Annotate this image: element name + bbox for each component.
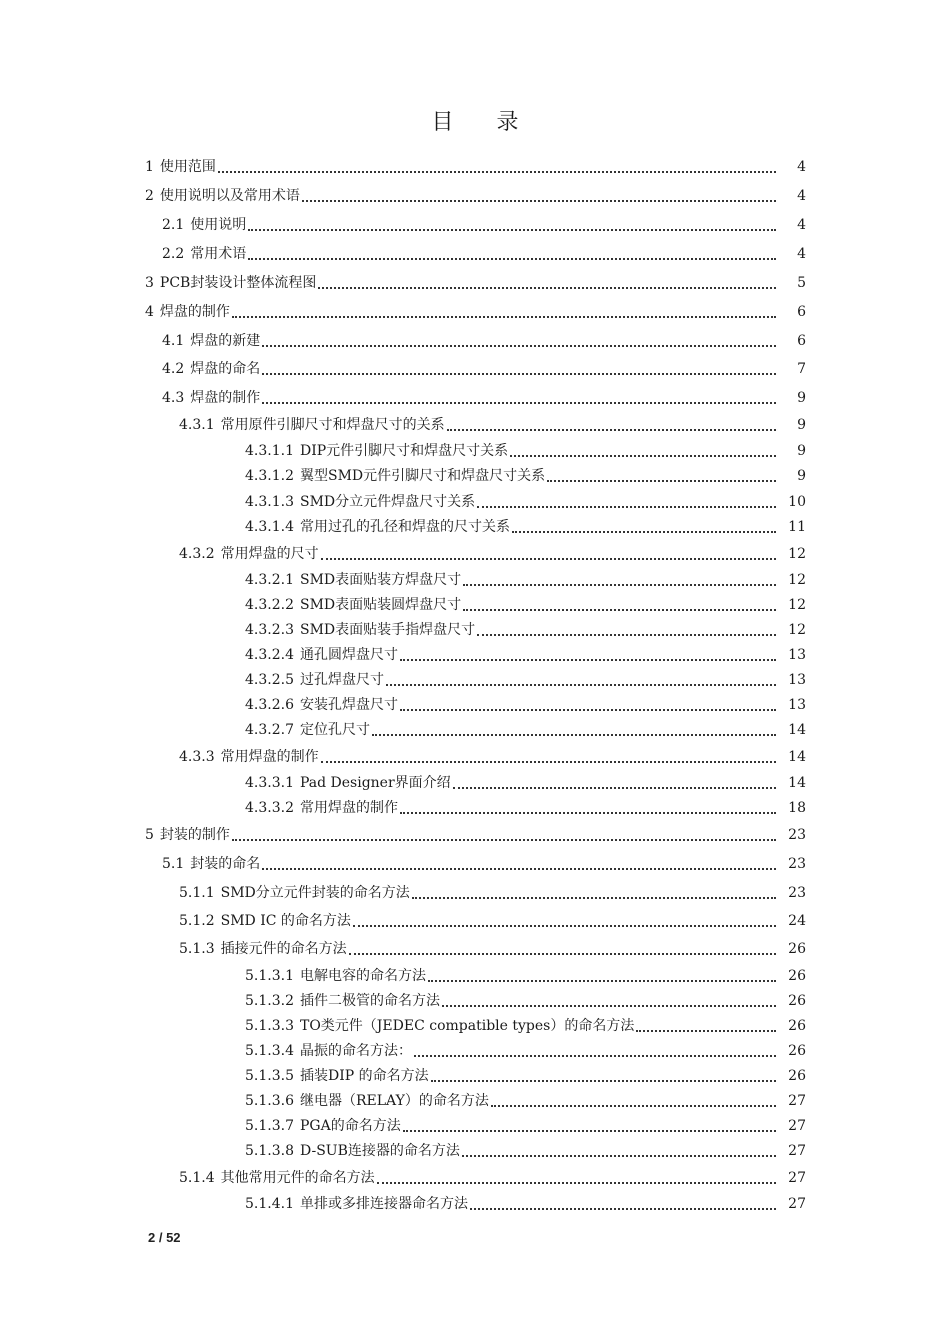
toc-entry-page-number: 9 bbox=[797, 417, 806, 433]
toc-dot-leader bbox=[353, 911, 776, 927]
toc-entry-number: 4.1 bbox=[162, 333, 185, 349]
toc-entry-number: 4.3.2.5 bbox=[245, 672, 294, 688]
toc-entry-label: SMD分立元件封装的命名方法 bbox=[220, 885, 410, 901]
toc-entry-page-number: 26 bbox=[788, 1018, 806, 1034]
toc-entry-label: D-SUB连接器的命名方法 bbox=[299, 1143, 460, 1159]
toc-entry-label: 使用说明以及常用术语 bbox=[159, 188, 300, 204]
toc-entry-label: 过孔焊盘尺寸 bbox=[299, 672, 384, 688]
toc-entry-number: 5 bbox=[145, 827, 154, 843]
toc-dot-leader bbox=[262, 854, 776, 870]
toc-entry-page-number: 5 bbox=[797, 275, 806, 291]
toc-entry-page-number: 23 bbox=[788, 856, 806, 872]
toc-entry-label: 继电器（RELAY）的命名方法 bbox=[299, 1093, 489, 1109]
toc-entry-number: 5.1.2 bbox=[179, 913, 215, 929]
toc-entry-number: 5.1.3.8 bbox=[245, 1143, 294, 1159]
toc-entry-page-number: 18 bbox=[788, 800, 806, 816]
toc-entry[interactable] bbox=[245, 1014, 806, 1036]
toc-dot-leader bbox=[636, 1016, 776, 1032]
toc-dot-leader bbox=[463, 595, 776, 611]
toc-entry[interactable] bbox=[162, 852, 806, 874]
toc-entry-page-number: 4 bbox=[797, 246, 806, 262]
toc-entry-number: 4.3.2.6 bbox=[245, 697, 294, 713]
toc-entry-page-number: 23 bbox=[788, 885, 806, 901]
toc-entry-label: PGA的命名方法 bbox=[299, 1118, 401, 1134]
toc-entry-number: 5.1.1 bbox=[179, 885, 215, 901]
toc-dot-leader bbox=[372, 720, 776, 736]
toc-dot-leader bbox=[400, 798, 776, 814]
toc-entry-page-number: 26 bbox=[788, 968, 806, 984]
toc-dot-leader bbox=[386, 670, 776, 686]
toc-entry[interactable] bbox=[179, 937, 806, 959]
toc-entry-page-number: 13 bbox=[788, 647, 806, 663]
toc-entry-page-number: 26 bbox=[788, 1043, 806, 1059]
toc-entry[interactable] bbox=[162, 329, 806, 351]
toc-entry-label: 常用过孔的孔径和焊盘的尺寸关系 bbox=[299, 519, 510, 535]
toc-entry[interactable] bbox=[245, 693, 806, 715]
toc-dot-leader bbox=[512, 517, 776, 533]
toc-entry-number: 4.3.2 bbox=[179, 546, 215, 562]
toc-dot-leader bbox=[447, 415, 776, 431]
toc-entry-label: 常用焊盘的制作 bbox=[220, 749, 319, 765]
toc-dot-leader bbox=[453, 773, 776, 789]
toc-entry-page-number: 4 bbox=[797, 159, 806, 175]
toc-entry-number: 1 bbox=[145, 159, 154, 175]
toc-entry-page-number: 27 bbox=[788, 1118, 806, 1134]
toc-entry-label: 单排或多排连接器命名方法 bbox=[299, 1196, 468, 1212]
toc-entry-page-number: 9 bbox=[797, 468, 806, 484]
toc-entry-page-number: 12 bbox=[788, 622, 806, 638]
toc-dot-leader bbox=[442, 991, 776, 1007]
toc-entry-page-number: 6 bbox=[797, 304, 806, 320]
toc-dot-leader bbox=[248, 244, 776, 260]
toc-entry-page-number: 6 bbox=[797, 333, 806, 349]
toc-entry[interactable] bbox=[162, 357, 806, 379]
toc-entry-page-number: 24 bbox=[788, 913, 806, 929]
toc-entry-label: 电解电容的命名方法 bbox=[299, 968, 426, 984]
toc-dot-leader bbox=[477, 620, 776, 636]
toc-dot-leader bbox=[321, 544, 776, 560]
toc-entry[interactable] bbox=[245, 464, 806, 486]
toc-entry-number: 4.3.1.3 bbox=[245, 494, 294, 510]
toc-entry-page-number: 9 bbox=[797, 390, 806, 406]
toc-entry[interactable] bbox=[245, 568, 806, 590]
toc-entry-page-number: 9 bbox=[797, 443, 806, 459]
toc-entry[interactable] bbox=[245, 515, 806, 537]
toc-entry[interactable] bbox=[245, 668, 806, 690]
toc-entry-label: SMD表面贴装圆焊盘尺寸 bbox=[299, 597, 462, 613]
page-title: 目 录 bbox=[431, 110, 537, 135]
toc-entry[interactable] bbox=[145, 271, 806, 293]
toc-entry-label: 常用原件引脚尺寸和焊盘尺寸的关系 bbox=[220, 417, 445, 433]
toc-dot-leader bbox=[463, 570, 776, 586]
toc-entry[interactable] bbox=[245, 1039, 806, 1061]
toc-entry-number: 5.1.3.3 bbox=[245, 1018, 294, 1034]
toc-entry-page-number: 10 bbox=[788, 494, 806, 510]
toc-dot-leader bbox=[403, 1116, 776, 1132]
toc-entry-page-number: 13 bbox=[788, 697, 806, 713]
toc-dot-leader bbox=[302, 186, 776, 202]
toc-entry-label: 封装的命名 bbox=[190, 856, 261, 872]
toc-entry-number: 5.1.4 bbox=[179, 1170, 215, 1186]
toc-entry-page-number: 14 bbox=[788, 775, 806, 791]
toc-entry[interactable] bbox=[245, 796, 806, 818]
toc-entry-page-number: 26 bbox=[788, 941, 806, 957]
toc-entry-number: 5.1.3 bbox=[179, 941, 215, 957]
toc-entry-page-number: 14 bbox=[788, 722, 806, 738]
toc-entry[interactable] bbox=[245, 1089, 806, 1111]
toc-entry-page-number: 27 bbox=[788, 1093, 806, 1109]
toc-dot-leader bbox=[414, 1041, 776, 1057]
toc-entry[interactable] bbox=[179, 542, 806, 564]
toc-entry[interactable] bbox=[245, 490, 806, 512]
toc-entry-number: 4.3.2.1 bbox=[245, 572, 294, 588]
toc-entry-label: Pad Designer界面介绍 bbox=[299, 775, 451, 791]
toc-entry-label: 插装DIP 的命名方法 bbox=[299, 1068, 429, 1084]
toc-entry-label: 封装的制作 bbox=[159, 827, 230, 843]
toc-entry-number: 2.2 bbox=[162, 246, 185, 262]
toc-entry[interactable] bbox=[162, 386, 806, 408]
toc-entry-label: 晶振的命名方法： bbox=[299, 1043, 412, 1059]
toc-entry[interactable] bbox=[162, 213, 806, 235]
toc-entry-label: SMD表面贴装手指焊盘尺寸 bbox=[299, 622, 476, 638]
page-number-footer: 2 / 52 bbox=[148, 1230, 181, 1245]
toc-entry-number: 2.1 bbox=[162, 217, 185, 233]
toc-entry[interactable] bbox=[245, 964, 806, 986]
toc-entry-page-number: 23 bbox=[788, 827, 806, 843]
toc-dot-leader bbox=[462, 1141, 776, 1157]
toc-entry[interactable] bbox=[245, 1139, 806, 1161]
toc-entry-label: 使用说明 bbox=[190, 217, 247, 233]
toc-entry[interactable] bbox=[245, 1192, 806, 1214]
toc-entry-number: 4.3.3.2 bbox=[245, 800, 294, 816]
toc-entry-number: 4.3 bbox=[162, 390, 185, 406]
toc-entry[interactable] bbox=[179, 413, 806, 435]
toc-entry[interactable] bbox=[179, 881, 806, 903]
toc-entry[interactable] bbox=[245, 771, 806, 793]
toc-entry-label: DIP元件引脚尺寸和焊盘尺寸关系 bbox=[299, 443, 509, 459]
toc-entry-label: 常用焊盘的尺寸 bbox=[220, 546, 319, 562]
toc-entry-number: 4.3.3 bbox=[179, 749, 215, 765]
toc-entry-page-number: 7 bbox=[797, 361, 806, 377]
toc-entry-page-number: 11 bbox=[788, 519, 806, 535]
toc-entry[interactable] bbox=[179, 909, 806, 931]
toc-dot-leader bbox=[218, 157, 776, 173]
toc-entry-number: 2 bbox=[145, 188, 154, 204]
toc-entry[interactable] bbox=[245, 593, 806, 615]
toc-entry-number: 5.1.3.1 bbox=[245, 968, 294, 984]
toc-dot-leader bbox=[262, 331, 776, 347]
toc-entry[interactable] bbox=[245, 718, 806, 740]
toc-entry-page-number: 12 bbox=[788, 546, 806, 562]
toc-entry-label: 定位孔尺寸 bbox=[299, 722, 370, 738]
toc-entry[interactable] bbox=[245, 1064, 806, 1086]
toc-entry-page-number: 12 bbox=[788, 572, 806, 588]
toc-dot-leader bbox=[321, 747, 776, 763]
toc-entry-number: 5.1.4.1 bbox=[245, 1196, 294, 1212]
toc-entry-number: 4.2 bbox=[162, 361, 185, 377]
toc-entry-label: 插接元件的命名方法 bbox=[220, 941, 347, 957]
toc-entry-label: 焊盘的命名 bbox=[190, 361, 261, 377]
toc-dot-leader bbox=[470, 1194, 776, 1210]
toc-entry-page-number: 4 bbox=[797, 188, 806, 204]
toc-entry-page-number: 27 bbox=[788, 1143, 806, 1159]
toc-entry-label: 焊盘的新建 bbox=[190, 333, 261, 349]
toc-dot-leader bbox=[262, 359, 776, 375]
toc-dot-leader bbox=[248, 215, 776, 231]
toc-entry-label: TO类元件（JEDEC compatible types）的命名方法 bbox=[299, 1018, 635, 1034]
toc-entry[interactable] bbox=[245, 618, 806, 640]
toc-dot-leader bbox=[428, 966, 776, 982]
toc-entry-label: 常用术语 bbox=[190, 246, 247, 262]
toc-entry[interactable] bbox=[145, 300, 806, 322]
toc-dot-leader bbox=[491, 1091, 776, 1107]
toc-entry-number: 4.3.2.2 bbox=[245, 597, 294, 613]
toc-entry-number: 4.3.2.3 bbox=[245, 622, 294, 638]
toc-entry[interactable] bbox=[145, 823, 806, 845]
toc-entry-label: 常用焊盘的制作 bbox=[299, 800, 398, 816]
toc-entry-label: 插件二极管的命名方法 bbox=[299, 993, 440, 1009]
toc-entry[interactable] bbox=[179, 745, 806, 767]
toc-entry-number: 4.3.1.4 bbox=[245, 519, 294, 535]
toc-entry-number: 5.1 bbox=[162, 856, 185, 872]
toc-entry[interactable] bbox=[245, 439, 806, 461]
toc-entry-number: 4.3.1.2 bbox=[245, 468, 294, 484]
toc-dot-leader bbox=[377, 1168, 776, 1184]
toc-entry-number: 5.1.3.7 bbox=[245, 1118, 294, 1134]
toc-dot-leader bbox=[349, 939, 776, 955]
toc-entry-number: 5.1.3.4 bbox=[245, 1043, 294, 1059]
toc-entry-number: 3 bbox=[145, 275, 154, 291]
toc-dot-leader bbox=[547, 466, 776, 482]
toc-entry[interactable] bbox=[245, 1114, 806, 1136]
toc-dot-leader bbox=[400, 695, 776, 711]
toc-dot-leader bbox=[232, 302, 776, 318]
toc-entry-page-number: 26 bbox=[788, 1068, 806, 1084]
toc-entry-number: 4.3.1 bbox=[179, 417, 215, 433]
toc-entry-page-number: 26 bbox=[788, 993, 806, 1009]
toc-entry[interactable] bbox=[245, 643, 806, 665]
toc-entry[interactable] bbox=[245, 989, 806, 1011]
toc-entry[interactable] bbox=[145, 155, 806, 177]
toc-dot-leader bbox=[400, 645, 776, 661]
toc-entry-label: SMD IC 的命名方法 bbox=[220, 913, 351, 929]
toc-entry-page-number: 4 bbox=[797, 217, 806, 233]
toc-entry-number: 4.3.1.1 bbox=[245, 443, 294, 459]
toc-entry[interactable] bbox=[162, 242, 806, 264]
toc-entry-page-number: 14 bbox=[788, 749, 806, 765]
toc-dot-leader bbox=[431, 1066, 776, 1082]
toc-entry-page-number: 13 bbox=[788, 672, 806, 688]
toc-dot-leader bbox=[510, 441, 776, 457]
toc-entry-page-number: 27 bbox=[788, 1170, 806, 1186]
toc-entry-number: 5.1.3.6 bbox=[245, 1093, 294, 1109]
toc-dot-leader bbox=[232, 825, 776, 841]
toc-entry-label: 使用范围 bbox=[159, 159, 216, 175]
toc-entry[interactable] bbox=[145, 184, 806, 206]
toc-entry-page-number: 27 bbox=[788, 1196, 806, 1212]
toc-entry-label: 翼型SMD元件引脚尺寸和焊盘尺寸关系 bbox=[299, 468, 546, 484]
toc-entry-number: 4.3.3.1 bbox=[245, 775, 294, 791]
toc-dot-leader bbox=[262, 388, 776, 404]
toc-dot-leader bbox=[477, 492, 776, 508]
toc-entry-number: 5.1.3.5 bbox=[245, 1068, 294, 1084]
toc-entry-label: SMD分立元件焊盘尺寸关系 bbox=[299, 494, 476, 510]
toc-entry-number: 4.3.2.4 bbox=[245, 647, 294, 663]
toc-entry-label: 其他常用元件的命名方法 bbox=[220, 1170, 375, 1186]
toc-dot-leader bbox=[318, 273, 776, 289]
toc-entry[interactable] bbox=[179, 1166, 806, 1188]
toc-entry-page-number: 12 bbox=[788, 597, 806, 613]
toc-dot-leader bbox=[412, 883, 776, 899]
toc-entry-label: 焊盘的制作 bbox=[159, 304, 230, 320]
toc-entry-number: 5.1.3.2 bbox=[245, 993, 294, 1009]
toc-entry-label: 焊盘的制作 bbox=[190, 390, 261, 406]
toc-entry-number: 4 bbox=[145, 304, 154, 320]
toc-entry-number: 4.3.2.7 bbox=[245, 722, 294, 738]
toc-entry-label: SMD表面贴装方焊盘尺寸 bbox=[299, 572, 462, 588]
toc-entry-label: PCB封装设计整体流程图 bbox=[159, 275, 317, 291]
toc-entry-label: 安装孔焊盘尺寸 bbox=[299, 697, 398, 713]
toc-entry-label: 通孔圆焊盘尺寸 bbox=[299, 647, 398, 663]
